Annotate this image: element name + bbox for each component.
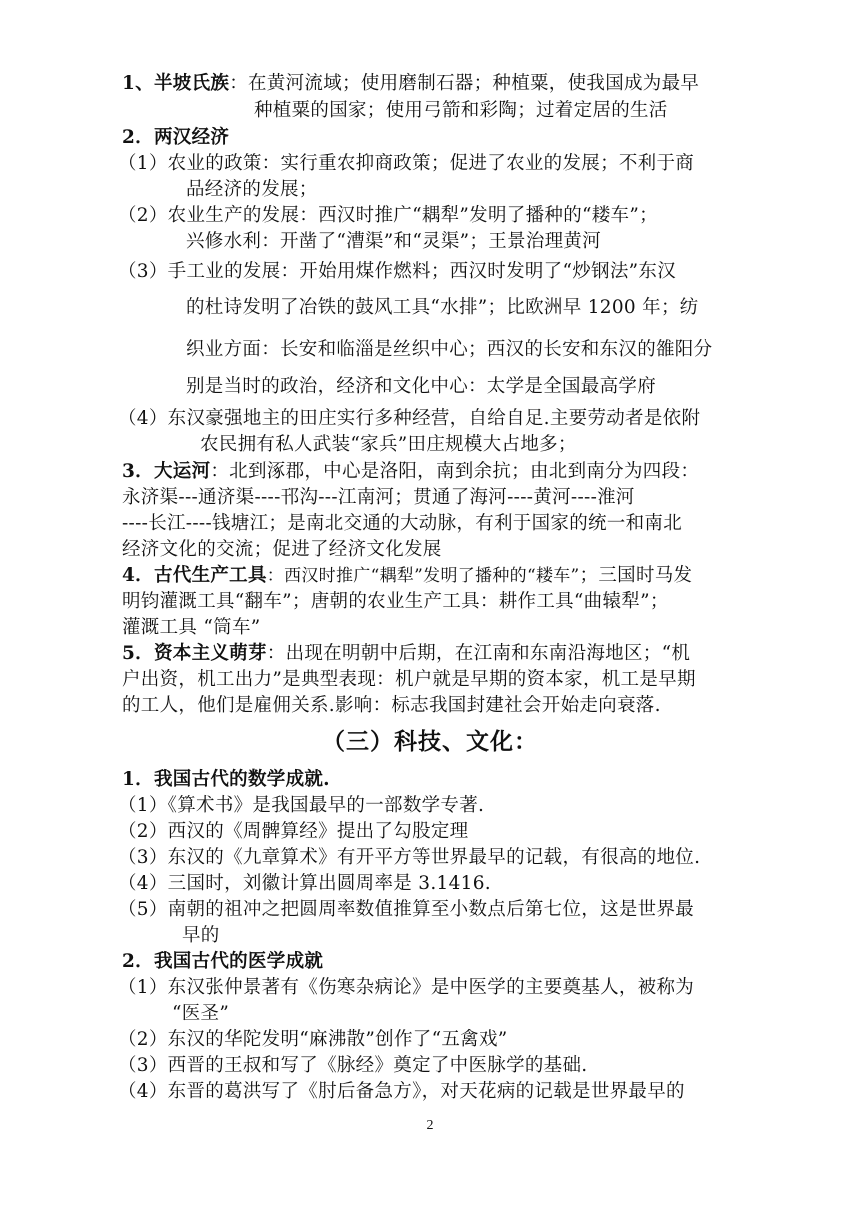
block1-line1 (122, 71, 699, 97)
block1-line2: 种植粟的国家；使用弓箭和彩陶；过着定居的生活 (254, 100, 668, 121)
block5-line1 (122, 641, 690, 667)
block4-label: 4．古代生产工具 (122, 565, 267, 586)
medicine-item4: （4）东晋的葛洪写了《肘后备急方》，对天花病的记载是世界最早的 (118, 1081, 685, 1102)
block5-label: 5．资本主义萌芽 (122, 643, 267, 664)
block2-item3-line4: 别是当时的政治，经济和文化中心：太学是全国最高学府 (186, 376, 657, 397)
section-title: （三）科技、文化： (322, 728, 538, 755)
medicine-item1-line1: （1）东汉张仲景著有《伤寒杂病论》是中医学的主要奠基人，被称为 (118, 977, 695, 998)
block2-item4-line1: （4）东汉豪强地主的田庄实行多种经营，自给自足.主要劳动者是依附 (118, 408, 701, 429)
block3-text-1: ：北到涿郡，中心是洛阳，南到余抗；由北到南分为四段： (210, 461, 700, 482)
math-item2: （2）西汉的《周髀算经》提出了勾股定理 (118, 821, 469, 842)
block2-item3-line1: （3）手工业的发展：开始用煤作燃料；西汉时发明了“炒钢法”东汉 (118, 261, 676, 282)
page-number: 2 (426, 1118, 434, 1133)
math-item3: （3）东汉的《九章算术》有开平方等世界最早的记载，有很高的地位. (118, 847, 701, 868)
medicine-item1-line2: “医圣” (172, 1003, 230, 1024)
block4-text-small: ：西汉时推广“耦犁”发明了播种的“耧车” (266, 566, 580, 586)
medicine-item3: （3）西晋的王叔和写了《脉经》奠定了中医脉学的基础. (118, 1055, 588, 1076)
block2-item2-line1: （2）农业生产的发展：西汉时推广“耦犁”发明了播种的“耧车”； (118, 205, 658, 226)
block1-text-1: ：在黄河流域；使用磨制石器；种植粟，使我国成为最早 (229, 73, 700, 94)
medicine-item2: （2）东汉的华陀发明“麻沸散”创作了“五禽戏” (118, 1029, 508, 1050)
block4-line3: 灌溉工具 “筒车” (122, 617, 261, 638)
block2-item3-line2: 的杜诗发明了冶铁的鼓风工具“水排”；比欧洲早 1200 年；纺 (186, 297, 699, 318)
math-item4: （4）三国时，刘徽计算出圆周率是 3.1416. (118, 873, 491, 894)
block2-item4-line2: 农民拥有私人武装“家兵”田庄规模大占地多； (200, 434, 577, 455)
block1-label: 1、半坡氏族 (122, 73, 230, 94)
math-heading: 1．我国古代的数学成就. (122, 769, 330, 790)
block4-line1 (122, 563, 692, 589)
block5-line3: 的工人，他们是雇佣关系.影响：标志我国封建社会开始走向衰落. (122, 695, 661, 716)
block3-line3: ----长江----钱塘江；是南北交通的大动脉，有利于国家的统一和南北 (122, 513, 683, 534)
medicine-heading: 2．我国古代的医学成就 (122, 951, 324, 972)
block5-line2: 户出资，机工出力”是典型表现：机户就是早期的资本家，机工是早期 (122, 669, 696, 690)
math-item5-line1: （5）南朝的祖冲之把圆周率数值推算至小数点后第七位，这是世界最 (118, 899, 695, 920)
block3-line4: 经济文化的交流；促进了经济文化发展 (122, 539, 442, 560)
block2-heading: 2．两汉经济 (122, 127, 230, 148)
block4-line2: 明钧灌溉工具“翻车”；唐朝的农业生产工具：耕作工具“曲辕犁”； (122, 591, 669, 612)
math-item1: （1）《算术书》是我国最早的一部数学专著. (118, 795, 485, 816)
block4-text-rest: ；三国时马发 (579, 565, 693, 586)
math-item5-line2: 早的 (182, 925, 220, 946)
block2-item1-line1: （1）农业的政策：实行重农抑商政策；促进了农业的发展；不利于商 (118, 153, 695, 174)
block3-label: 3．大运河 (122, 461, 211, 482)
block2-item2-line2: 兴修水利：开凿了“漕渠”和“灵渠”；王景治理黄河 (186, 231, 602, 252)
block3-line1 (122, 459, 699, 485)
block5-text-1: ：出现在明朝中后期，在江南和东南沿海地区；“机 (266, 643, 691, 664)
block3-line2: 永济渠---通济渠----邗沟---江南河；贯通了海河----黄河----淮河 (122, 487, 635, 508)
block2-item1-line2: 品经济的发展； (186, 179, 318, 200)
block2-item3-line3: 织业方面：长安和临淄是丝织中心；西汉的长安和东汉的雒阳分 (186, 339, 713, 360)
